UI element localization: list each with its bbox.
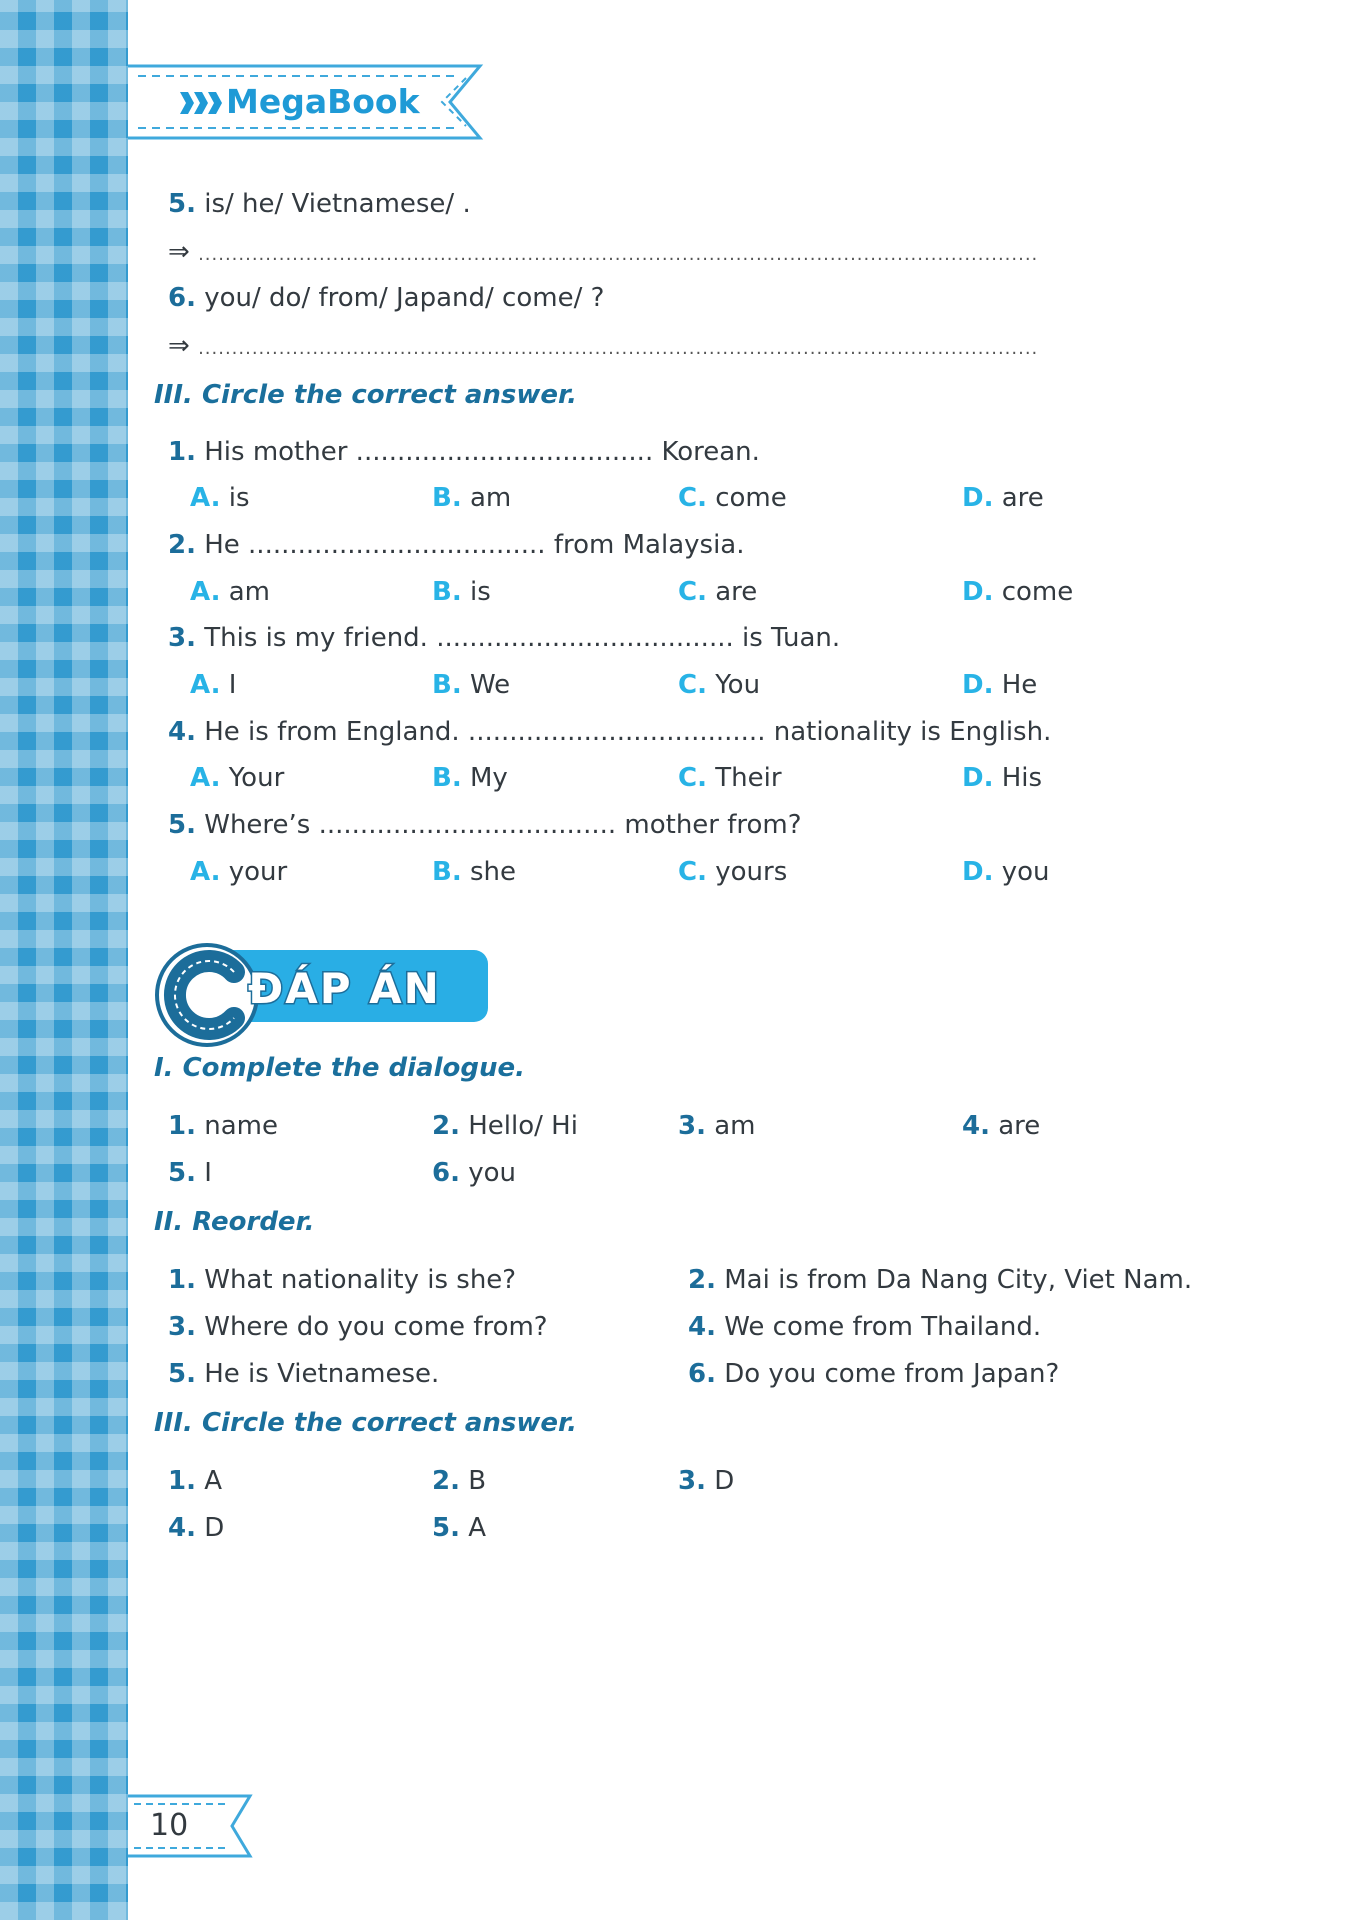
question-5	[168, 809, 802, 841]
answer-item	[168, 1157, 212, 1189]
option-letter: A.	[190, 857, 221, 887]
option-text: come	[715, 483, 787, 513]
option-text: is	[469, 577, 491, 607]
question-number: 3.	[168, 623, 196, 653]
option-b[interactable]	[432, 576, 491, 608]
answer-number: 3.	[168, 1312, 196, 1342]
option-b[interactable]	[432, 762, 508, 794]
answer-number: 3.	[678, 1111, 706, 1141]
option-d[interactable]	[962, 856, 1050, 888]
option-c[interactable]	[678, 576, 757, 608]
answer-item	[168, 1358, 439, 1390]
answer-text: He is Vietnamese.	[204, 1359, 440, 1389]
question-number: 5.	[168, 810, 196, 840]
item-number: 5.	[168, 189, 196, 219]
answer-item	[678, 1110, 756, 1142]
section-heading: III. Circle the correct answer.	[154, 380, 578, 410]
option-text: yours	[715, 857, 788, 887]
answer-text: A	[468, 1513, 487, 1543]
option-letter: D.	[962, 857, 994, 887]
item-text: is/ he/ Vietnamese/ .	[204, 189, 471, 219]
answer-item	[168, 1512, 224, 1544]
answer-number: 4.	[168, 1513, 196, 1543]
answer-text: D	[714, 1466, 735, 1496]
option-b[interactable]	[432, 482, 511, 514]
option-text: We	[469, 670, 511, 700]
option-letter: B.	[432, 577, 462, 607]
item-text: you/ do/ from/ Japand/ come/ ?	[204, 283, 605, 313]
option-b[interactable]	[432, 669, 510, 701]
answer-key-title: ĐÁP ÁN	[248, 964, 441, 1013]
option-letter: C.	[678, 483, 707, 513]
answer-key-badge	[152, 940, 492, 1050]
option-c[interactable]	[678, 482, 787, 514]
option-text: your	[228, 857, 288, 887]
option-letter: D.	[962, 577, 994, 607]
answer-number: 1.	[168, 1111, 196, 1141]
answer-number: 5.	[168, 1359, 196, 1389]
option-text: Their	[715, 763, 782, 793]
answer-number: 1.	[168, 1466, 196, 1496]
option-text: are	[1001, 483, 1044, 513]
question-3	[168, 622, 840, 654]
reorder-item-6	[168, 282, 604, 314]
answer-item	[432, 1512, 486, 1544]
answer-blank: .............................................................................................................................	[198, 338, 1039, 359]
answer-item	[688, 1264, 1192, 1296]
answer-item	[168, 1110, 278, 1142]
option-c[interactable]	[678, 762, 782, 794]
answer-text: Where do you come from?	[204, 1312, 548, 1342]
page-number-tab	[128, 1794, 258, 1858]
option-letter: C.	[678, 857, 707, 887]
option-text: you	[1001, 857, 1050, 887]
brand-name: MegaBook	[226, 82, 420, 121]
option-a[interactable]	[190, 576, 270, 608]
answer-text: B	[468, 1466, 487, 1496]
question-text: His mother .................................... Korean.	[204, 437, 760, 467]
answer-text: A	[204, 1466, 223, 1496]
question-text: Where’s .................................... mother from?	[204, 810, 802, 840]
option-a[interactable]	[190, 762, 284, 794]
option-letter: B.	[432, 670, 462, 700]
question-number: 4.	[168, 717, 196, 747]
answer-line-5[interactable]	[168, 236, 1038, 271]
answer-number: 2.	[432, 1111, 460, 1141]
answer-text: What nationality is she?	[204, 1265, 517, 1295]
question-text: This is my friend. .................................... is Tuan.	[204, 623, 841, 653]
option-letter: C.	[678, 670, 707, 700]
answer-heading-2: II. Reorder.	[154, 1207, 315, 1237]
option-text: are	[715, 577, 758, 607]
answer-item	[432, 1110, 578, 1142]
answer-text: you	[468, 1158, 517, 1188]
option-letter: B.	[432, 763, 462, 793]
megabook-logo-icon	[178, 90, 224, 116]
answer-number: 6.	[688, 1359, 716, 1389]
option-letter: B.	[432, 857, 462, 887]
question-text: He is from England. .................................... nationality is English.	[204, 717, 1052, 747]
question-number: 2.	[168, 530, 196, 560]
option-d[interactable]	[962, 576, 1073, 608]
option-letter: C.	[678, 577, 707, 607]
answer-number: 4.	[962, 1111, 990, 1141]
answer-text: name	[204, 1111, 278, 1141]
answer-item	[962, 1110, 1040, 1142]
item-number: 6.	[168, 283, 196, 313]
question-text: He .................................... from Malaysia.	[204, 530, 745, 560]
answer-number: 2.	[688, 1265, 716, 1295]
option-text: I	[228, 670, 237, 700]
answer-number: 6.	[432, 1158, 460, 1188]
question-4	[168, 716, 1051, 748]
page-number: 10	[150, 1808, 189, 1843]
option-c[interactable]	[678, 669, 760, 701]
option-letter: A.	[190, 577, 221, 607]
option-letter: D.	[962, 763, 994, 793]
option-letter: A.	[190, 483, 221, 513]
option-text: she	[469, 857, 516, 887]
option-text: come	[1001, 577, 1074, 607]
answer-text: D	[204, 1513, 225, 1543]
question-2	[168, 529, 744, 561]
option-text: is	[228, 483, 250, 513]
answer-text: are	[998, 1111, 1041, 1141]
option-d[interactable]	[962, 762, 1042, 794]
answer-item	[678, 1465, 734, 1497]
answer-item	[168, 1465, 222, 1497]
option-c[interactable]	[678, 856, 787, 888]
option-a[interactable]	[190, 669, 236, 701]
decorative-side-strip	[0, 0, 128, 1920]
option-d[interactable]	[962, 669, 1037, 701]
option-d[interactable]	[962, 482, 1044, 514]
option-a[interactable]	[190, 482, 250, 514]
option-b[interactable]	[432, 856, 516, 888]
answer-number: 1.	[168, 1265, 196, 1295]
answer-text: Hello/ Hi	[468, 1111, 578, 1141]
option-letter: D.	[962, 483, 994, 513]
option-letter: B.	[432, 483, 462, 513]
option-text: His	[1001, 763, 1043, 793]
answer-item	[168, 1311, 548, 1343]
arrow-icon: ⇒	[168, 237, 190, 267]
answer-heading-1: I. Complete the dialogue.	[154, 1053, 526, 1083]
answer-line-6[interactable]	[168, 330, 1038, 365]
option-letter: A.	[190, 763, 221, 793]
answer-text: Do you come from Japan?	[724, 1359, 1060, 1389]
option-text: Your	[228, 763, 285, 793]
option-letter: D.	[962, 670, 994, 700]
answer-heading-3: III. Circle the correct answer.	[154, 1408, 578, 1438]
answer-item	[432, 1157, 516, 1189]
option-letter: C.	[678, 763, 707, 793]
answer-blank: .............................................................................................................................	[198, 244, 1039, 265]
option-a[interactable]	[190, 856, 287, 888]
option-text: He	[1001, 670, 1038, 700]
answer-item	[432, 1465, 486, 1497]
option-text: You	[715, 670, 761, 700]
option-letter: A.	[190, 670, 221, 700]
question-number: 1.	[168, 437, 196, 467]
reorder-item-5	[168, 188, 471, 220]
letter-c-icon	[152, 940, 262, 1050]
option-text: am	[228, 577, 271, 607]
arrow-icon: ⇒	[168, 331, 190, 361]
question-1	[168, 436, 760, 468]
answer-number: 5.	[168, 1158, 196, 1188]
answer-number: 2.	[432, 1466, 460, 1496]
option-text: am	[469, 483, 512, 513]
answer-number: 3.	[678, 1466, 706, 1496]
answer-number: 4.	[688, 1312, 716, 1342]
answer-item	[688, 1311, 1041, 1343]
answer-text: am	[714, 1111, 756, 1141]
answer-item	[688, 1358, 1059, 1390]
answer-number: 5.	[432, 1513, 460, 1543]
answer-text: Mai is from Da Nang City, Viet Nam.	[724, 1265, 1193, 1295]
answer-item	[168, 1264, 516, 1296]
answer-text: I	[204, 1158, 212, 1188]
option-text: My	[469, 763, 508, 793]
answer-text: We come from Thailand.	[724, 1312, 1042, 1342]
